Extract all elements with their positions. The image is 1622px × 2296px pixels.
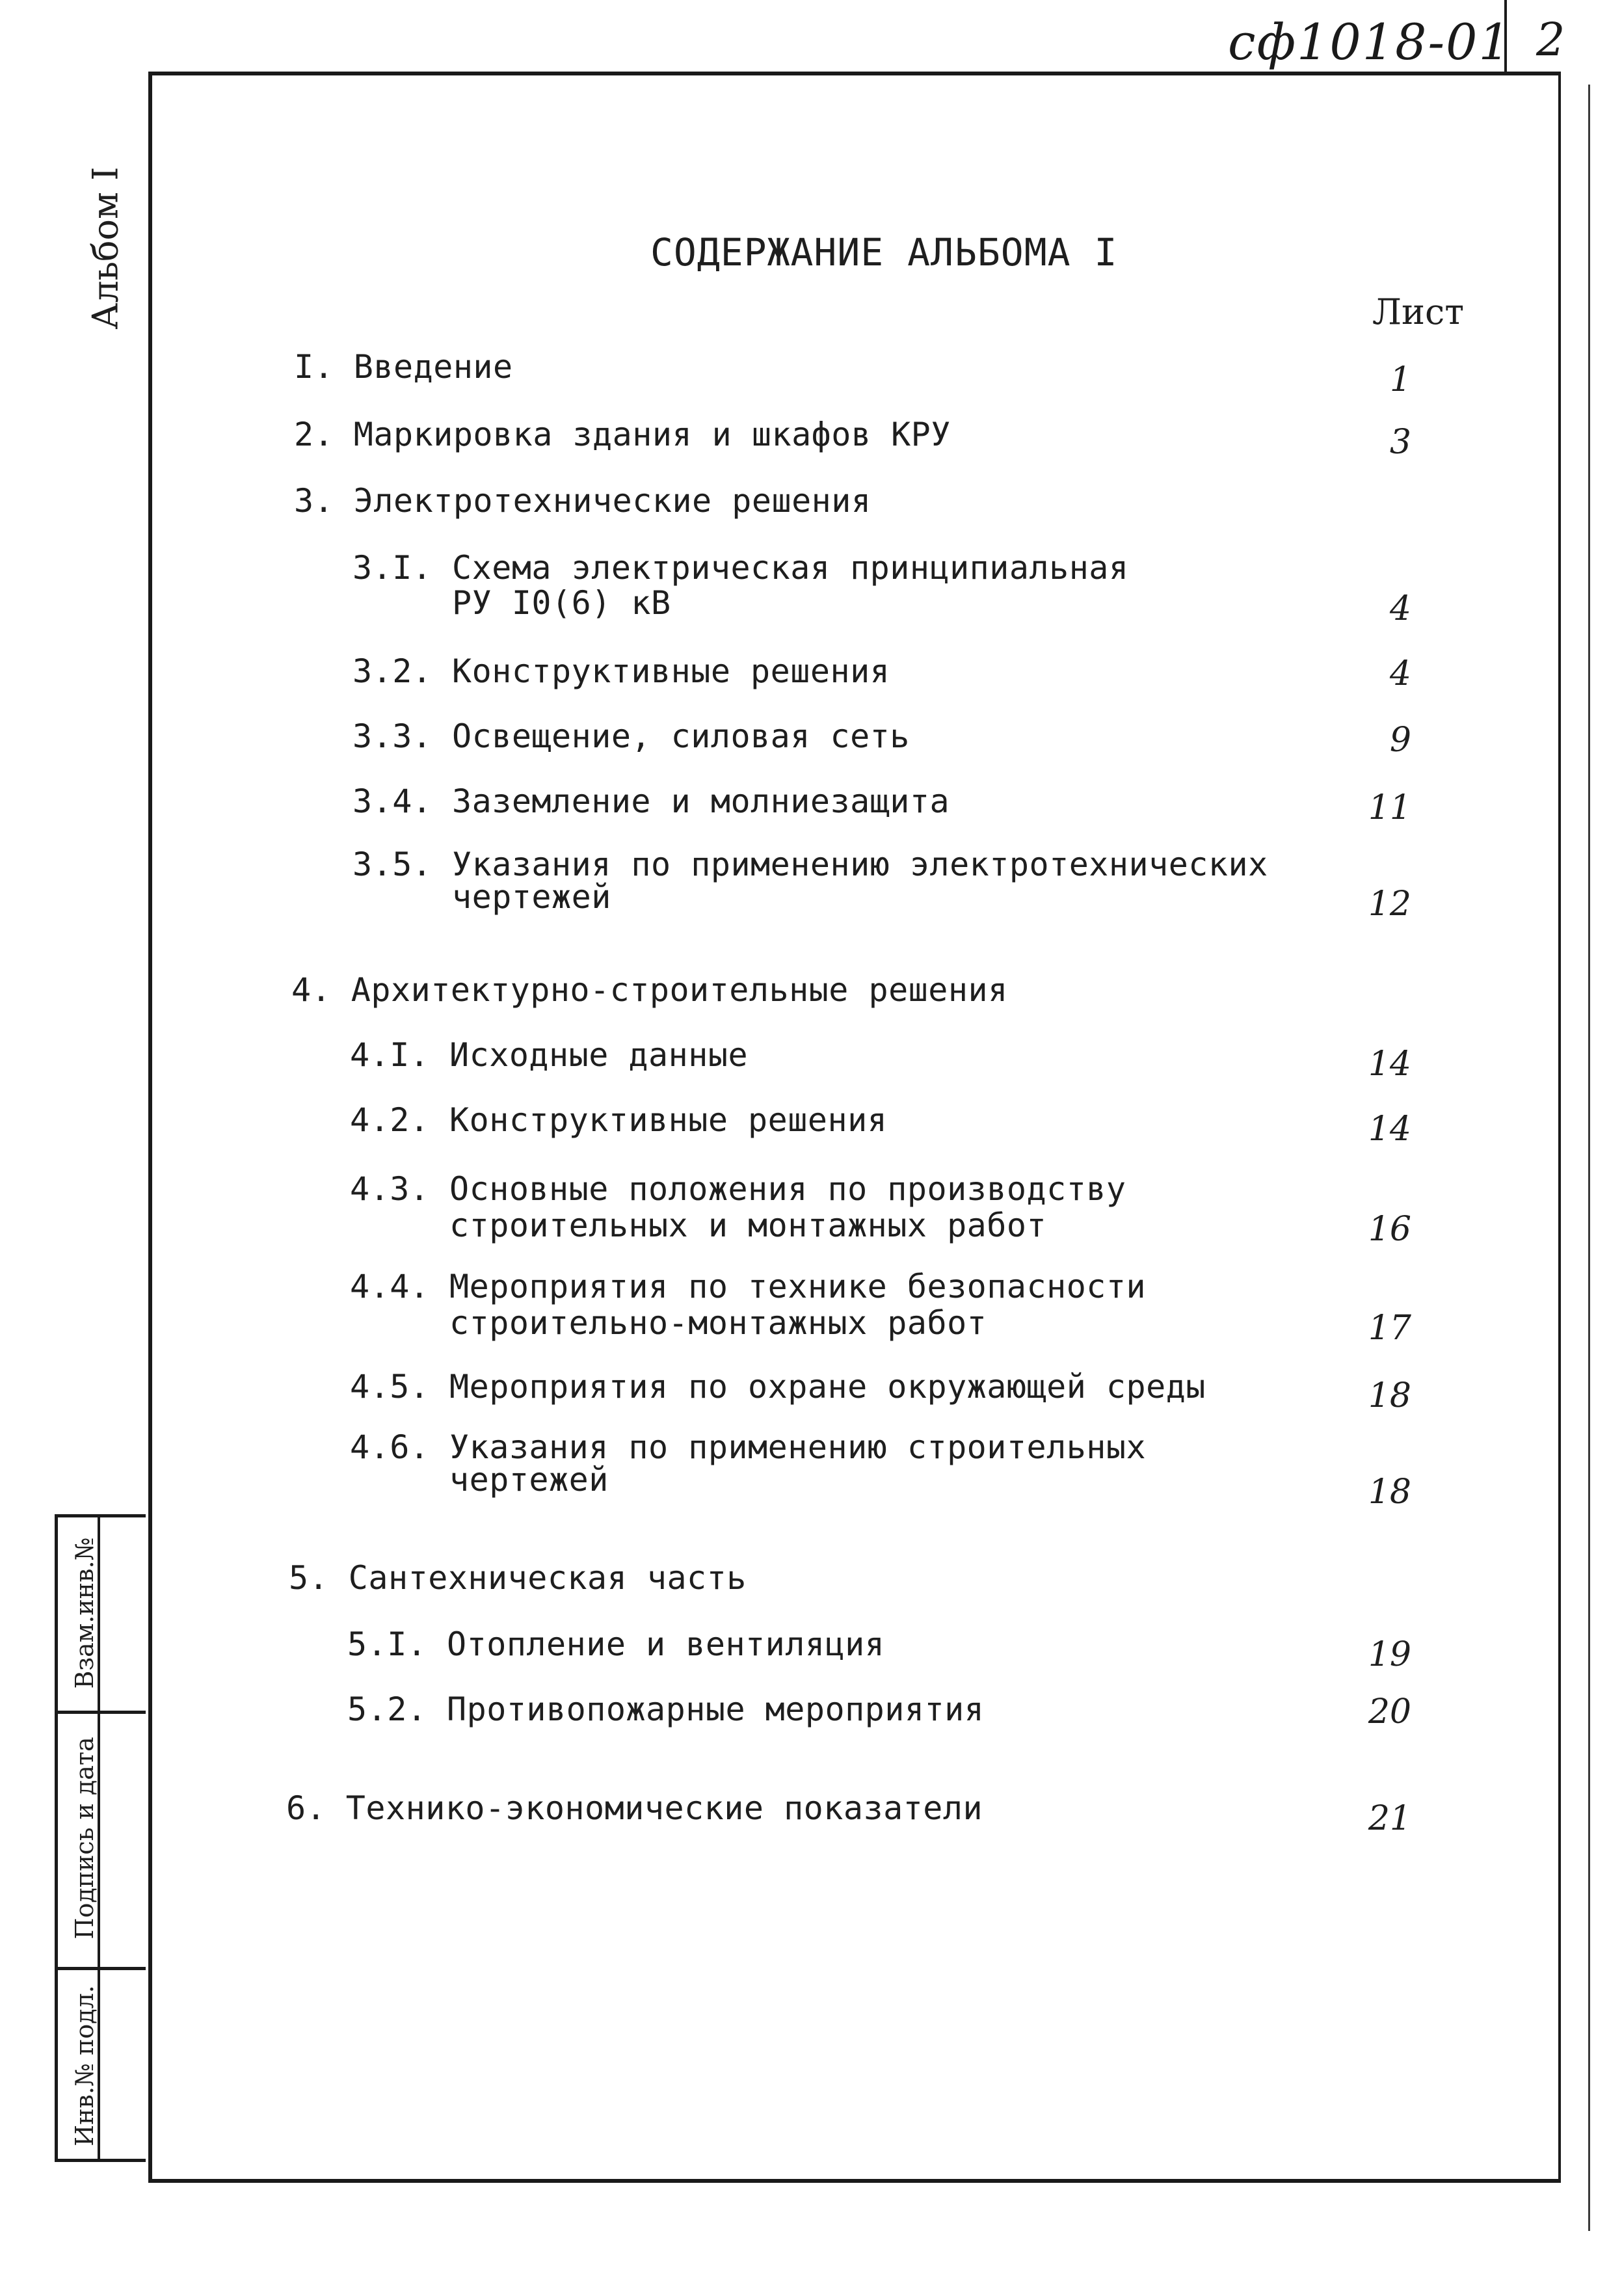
toc-page-number: 18 (1368, 1473, 1411, 1512)
toc-entry: 5.2. Противопожарные мероприятия (347, 1690, 985, 1728)
toc-entry: 4.3. Основные положения по производству строительных и монтажных работ (350, 1170, 1126, 1244)
toc-page-number: 21 (1368, 1799, 1411, 1838)
sheet-column-header: Лист (1372, 291, 1465, 332)
toc-page-number: 1 (1389, 360, 1411, 399)
toc-page-number: 4 (1389, 589, 1411, 628)
stamp-box-signature-date (55, 1711, 146, 1967)
stamp-label-replaced-inv: Взам.инв.№ (70, 1537, 99, 1689)
page-title: СОДЕРЖАНИЕ АЛЬБОМА I (650, 230, 1118, 274)
toc-entry: 4.2. Конструктивные решения (350, 1101, 888, 1139)
toc-entry: 4.5. Мероприятия по охране окружающей среды (350, 1368, 1206, 1406)
toc-page-number: 16 (1368, 1210, 1411, 1249)
album-label: Альбом I (85, 167, 126, 330)
sheet-edge-line (1588, 85, 1590, 2231)
toc-page-number: 12 (1368, 885, 1411, 924)
toc-entry: 5.I. Отопление и вентиляция (347, 1625, 885, 1663)
toc-entry: 3.I. Схема электрическая принципиальная РУ I0(6) кВ (352, 549, 1129, 622)
toc-entry: 3.4. Заземление и молниезащита (352, 782, 950, 820)
stamp-box-original-inv (55, 1967, 146, 2162)
toc-section-heading: 6. Технико-экономические показатели (286, 1789, 983, 1827)
toc-page-number: 20 (1368, 1692, 1411, 1731)
toc-page-number: 14 (1368, 1045, 1411, 1084)
toc-page-number: 18 (1368, 1376, 1411, 1415)
stamp-label-original-inv: Инв.№ подл. (70, 1985, 99, 2146)
stamp-box-replaced-inv (55, 1514, 146, 1711)
document-code: сф1018-01 (1228, 13, 1511, 71)
toc-page-number: 17 (1368, 1309, 1411, 1348)
toc-page-number: 9 (1389, 721, 1411, 760)
toc-entry: 3.3. Освещение, силовая сеть (352, 717, 910, 755)
toc-entry: 3.5. Указания по применению электротехнических чертежей (352, 846, 1268, 916)
toc-page-number: 19 (1368, 1635, 1411, 1674)
toc-entry: 4.4. Мероприятия по технике безопасности строительно-монтажных работ (350, 1268, 1147, 1342)
toc-section-heading: 4. Архитектурно-строительные решения (291, 971, 1008, 1009)
toc-page-number: 3 (1389, 423, 1411, 462)
toc-entry: I. Введение (294, 348, 513, 386)
toc-section-heading: 5. Сантехническая часть (289, 1559, 747, 1597)
toc-page-number: 4 (1389, 654, 1411, 693)
toc-entry: 4.6. Указания по применению строительных чертежей (350, 1428, 1147, 1499)
stamp-label-signature-date: Подпись и дата (70, 1737, 99, 1940)
toc-page-number: 11 (1368, 788, 1411, 827)
toc-entry: 4.I. Исходные данные (350, 1036, 749, 1074)
toc-page-number: 14 (1368, 1110, 1411, 1149)
toc-entry: 2. Маркировка здания и шкафов КРУ (294, 416, 951, 453)
toc-section-heading: 3. Электротехнические решения (294, 482, 871, 520)
toc-entry: 3.2. Конструктивные решения (352, 652, 890, 690)
sheet-number: 2 (1536, 13, 1565, 66)
